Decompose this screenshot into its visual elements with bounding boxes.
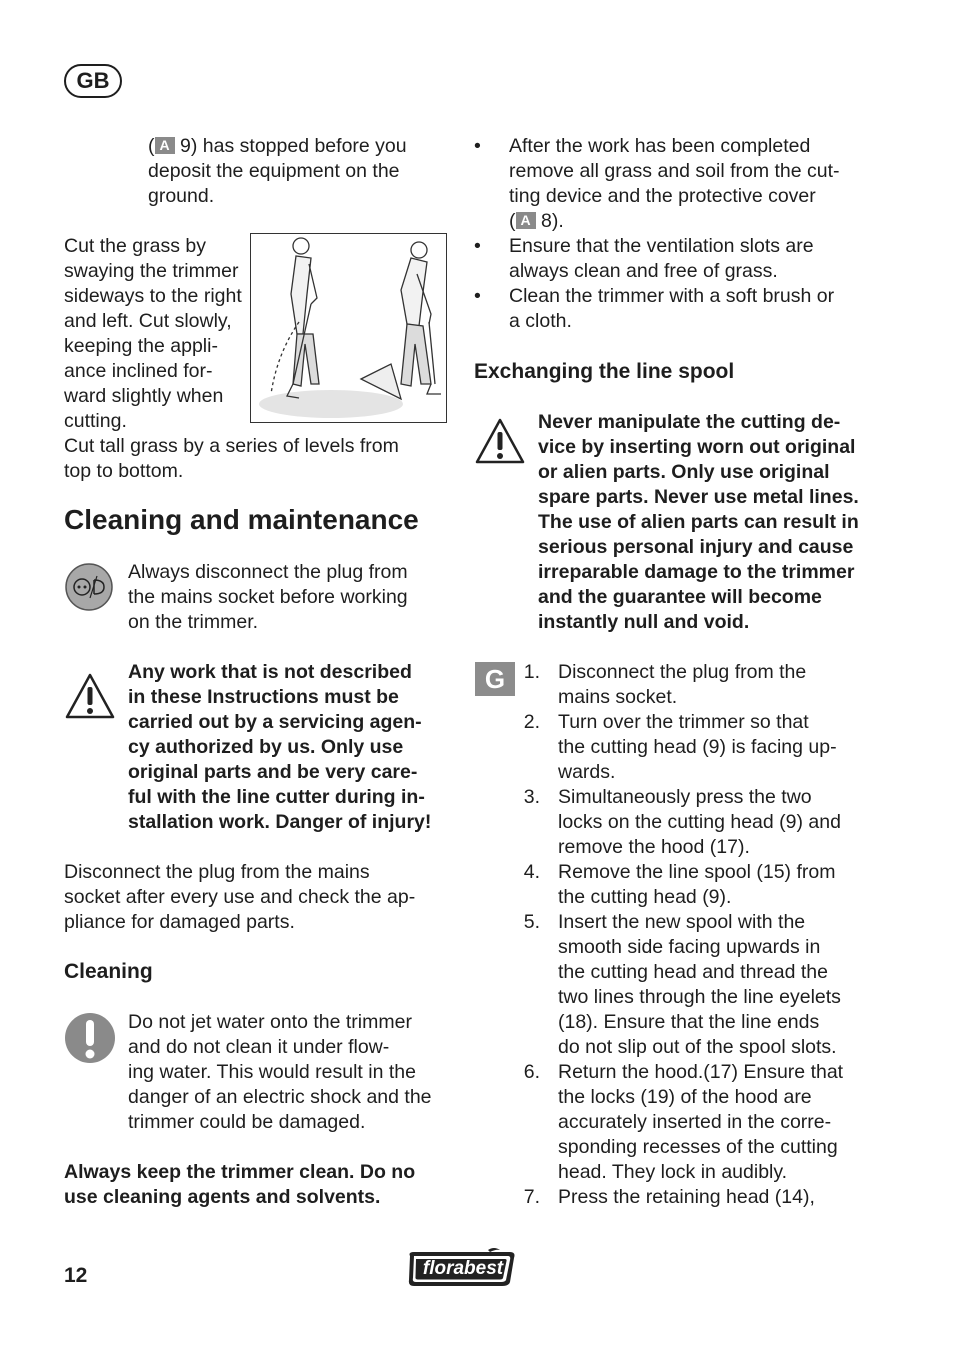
text-line: Return the hood.(17) Ensure that	[558, 1061, 844, 1083]
step-item	[518, 660, 878, 710]
step-number: 2.	[523, 711, 540, 733]
text-line: or alien parts. Only use original	[538, 461, 830, 483]
text-line: ance inclined for-	[64, 360, 213, 382]
text-line: Clean the trimmer with a soft brush or	[509, 285, 835, 307]
text-line: and left. Cut slowly,	[64, 310, 232, 332]
text-line: remove the hood (17).	[558, 836, 750, 858]
spool-steps-list	[518, 660, 878, 1210]
text-line: Ensure that the ventilation slots are	[509, 235, 814, 257]
text-line: pliance for damaged parts.	[64, 911, 295, 933]
cleaning-maintenance-heading: Cleaning and maintenance	[64, 504, 419, 535]
step-number: 6.	[523, 1061, 540, 1083]
trimmer-usage-illustration	[250, 233, 447, 423]
text-line: Always disconnect the plug from	[128, 561, 408, 583]
page-number: 12	[64, 1264, 88, 1287]
text-line: mains socket.	[558, 686, 678, 708]
text-line: do not slip out of the spool slots.	[558, 1036, 837, 1058]
step-number: 1.	[523, 661, 540, 683]
text-line: danger of an electric shock and the	[128, 1086, 432, 1108]
text-line: head. They lock in audibly.	[558, 1161, 788, 1183]
text-line: keeping the appli-	[64, 335, 218, 357]
plug-disconnect-icon	[64, 562, 114, 612]
text-line: and do not clean it under flow-	[128, 1036, 390, 1058]
text-line: Insert the new spool with the	[558, 911, 806, 933]
text-line: the locks (19) of the hood are	[558, 1086, 812, 1108]
text-line: sideways to the right	[64, 285, 242, 307]
text-line: Cut tall grass by a series of levels from	[64, 435, 399, 457]
text-line: trimmer could be damaged.	[128, 1111, 366, 1133]
text-line: accurately inserted in the corre-	[558, 1111, 832, 1133]
text-line: Turn over the trimmer so that	[558, 711, 809, 733]
text-line: top to bottom.	[64, 460, 184, 482]
text-line: swaying the trimmer	[64, 260, 239, 282]
text-line: Always keep the trimmer clean. Do no	[64, 1161, 416, 1183]
text-line: carried out by a servicing agen-	[128, 711, 422, 733]
text-line: the cutting head (9) is facing up-	[558, 736, 837, 758]
text-line: sponding recesses of the cutting	[558, 1136, 838, 1158]
text-line: socket after every use and check the ap-	[64, 886, 416, 908]
paren: (	[148, 135, 155, 157]
text-line: Disconnect the plug from the mains	[64, 861, 370, 883]
keep-clean-text	[64, 1160, 415, 1210]
text-line: Simultaneously press the two	[558, 786, 812, 808]
step-number: 3.	[523, 786, 540, 808]
list-item	[474, 134, 874, 234]
text-line: on the trimmer.	[128, 611, 259, 633]
text-line: stallation work. Danger of injury!	[128, 811, 432, 833]
text-line: serious personal injury and cause	[538, 536, 854, 558]
text-line: cutting.	[64, 410, 127, 432]
warning-triangle-icon	[474, 417, 526, 465]
text-line: always clean and free of grass.	[509, 260, 778, 282]
disconnect-paragraph	[64, 860, 415, 935]
step-item	[518, 1060, 878, 1185]
step-item	[518, 710, 878, 785]
step-number: 4.	[523, 861, 540, 883]
text-line: locks on the cutting head (9) and	[558, 811, 841, 833]
text-line: (18). Ensure that the line ends	[558, 1011, 820, 1033]
text-line: the mains socket before working	[128, 586, 408, 608]
text-line: Disconnect the plug from the	[558, 661, 807, 683]
text-line: Do not jet water onto the trimmer	[128, 1011, 412, 1033]
warning-servicing-text	[128, 660, 431, 835]
text-line: and the guarantee will become	[538, 586, 822, 608]
text-line: ward slightly when	[64, 385, 224, 407]
bullet-mark: •	[474, 135, 481, 157]
text-line: spare parts. Never use metal lines.	[538, 486, 859, 508]
text-line: After the work has been completed	[509, 135, 811, 157]
exchanging-spool-heading: Exchanging the line spool	[474, 360, 735, 383]
step-item	[518, 785, 878, 860]
text-line: in these Instructions must be	[128, 686, 399, 708]
text-line: Cut the grass by	[64, 235, 206, 257]
text-line: cy authorized by us. Only use	[128, 736, 404, 758]
text-line: two lines through the line eyelets	[558, 986, 841, 1008]
text-line: remove all grass and soil from the cut-	[509, 160, 840, 182]
step-item	[518, 860, 878, 910]
plug-note	[128, 560, 408, 635]
text-line: a cloth.	[509, 310, 572, 332]
bullet-mark: •	[474, 235, 481, 257]
text-line: original parts and be very care-	[128, 761, 418, 783]
paren: (	[509, 210, 516, 232]
list-item	[474, 284, 874, 334]
text-line: Remove the line spool (15) from	[558, 861, 836, 883]
text-line: ing water. This would result in the	[128, 1061, 416, 1083]
text-line: The use of alien parts can result in	[538, 511, 859, 533]
text-line: wards.	[558, 761, 616, 783]
text-line: deposit the equipment on the	[148, 160, 400, 182]
text-line: use cleaning agents and solvents.	[64, 1186, 381, 1208]
text-line: Any work that is not described	[128, 661, 412, 683]
text-line: ful with the line cutter during in-	[128, 786, 425, 808]
cleaning-heading: Cleaning	[64, 960, 153, 983]
warning-alien-parts-text	[538, 410, 859, 635]
step-number: 5.	[523, 911, 540, 933]
text-line: Press the retaining head (14),	[558, 1186, 815, 1208]
language-badge: GB	[64, 64, 122, 98]
text-line: irreparable damage to the trimmer	[538, 561, 855, 583]
text-line: the cutting head (9).	[558, 886, 732, 908]
trimmer-person-drawing	[251, 234, 446, 422]
figure-a-badge: A	[516, 212, 536, 229]
water-caution-text	[128, 1010, 432, 1135]
bullet-mark: •	[474, 285, 481, 307]
figure-a-badge: A	[155, 137, 175, 154]
step-item	[518, 1185, 878, 1210]
warning-triangle-icon	[64, 672, 116, 720]
text-line: vice by inserting worn out original	[538, 436, 856, 458]
text-line: Never manipulate the cutting de-	[538, 411, 841, 433]
text-line: ground.	[148, 185, 215, 207]
text-line: 8).	[535, 210, 564, 232]
florabest-logo	[406, 1248, 518, 1288]
brand-name: florabest	[422, 1258, 504, 1279]
text-line: smooth side facing upwards in	[558, 936, 821, 958]
text-line: the cutting head and thread the	[558, 961, 828, 983]
figure-g-badge: G	[475, 662, 515, 696]
maintenance-bullets	[474, 134, 874, 334]
text-line: instantly null and void.	[538, 611, 750, 633]
exclamation-circle-icon	[64, 1012, 116, 1064]
step-item	[518, 910, 878, 1060]
text-line: ting device and the protective cover	[509, 185, 816, 207]
list-item	[474, 234, 874, 284]
step-number: 7.	[523, 1186, 540, 1208]
top-paragraph	[148, 134, 407, 209]
text-line: 9) has stopped before you	[174, 135, 407, 157]
